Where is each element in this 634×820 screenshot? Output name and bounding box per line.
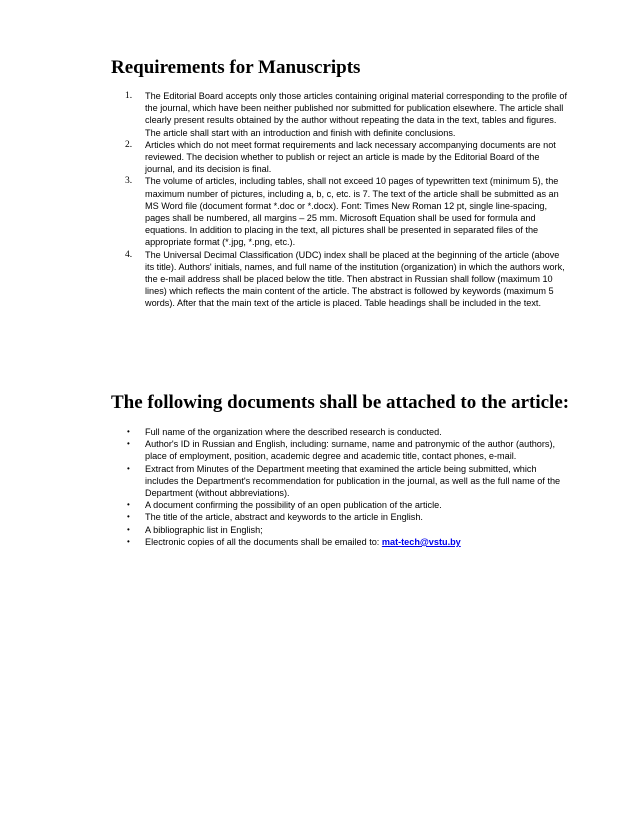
documents-list <box>127 426 570 548</box>
requirement-item <box>125 139 570 176</box>
bullet-icon: • <box>127 524 130 534</box>
document-text: The title of the article, abstract and keywords to the article in English. <box>145 512 423 523</box>
requirement-number: 2. <box>125 139 133 150</box>
requirement-text: The volume of articles, including tables, shall not exceed 10 pages of typewritten text (minimum 5), the maximum number of pictures, including a, b, c, etc. is 7. The text of the article shall be submitted as an MS Word file (document format *.doc or *.docx). Font: Times New Roman 12 pt, single line-spacing, pages shall be numbered, all margins – 25 mm. Microsoft Equation shall be used for formula and equations. In addition to placing in the text, all pictures shall be presented in separated files of the appropriate format (*.jpg, *.png, etc.). <box>145 176 559 248</box>
document-text: Extract from Minutes of the Department meeting that examined the article being submitted, which includes the Department's recommendation for publication in the journal, as well as the full name of the Department (without abbreviations). <box>145 463 561 499</box>
requirement-item <box>125 175 570 248</box>
bullet-icon: • <box>127 512 130 522</box>
document-item <box>127 438 570 462</box>
document-text: Full name of the organization where the described research is conducted. <box>145 427 442 437</box>
requirement-item <box>125 249 570 310</box>
document-text: Author's ID in Russian and English, including: surname, name and patronymic of the author (authors), place of employment, position, academic degree and academic title, contact phones, e-mail. <box>145 439 556 462</box>
bullet-icon: • <box>127 463 130 473</box>
requirements-list <box>125 90 570 310</box>
document-item <box>127 511 570 523</box>
document-item <box>127 524 570 536</box>
requirement-number: 1. <box>125 91 133 101</box>
bullet-icon: • <box>127 500 130 510</box>
document-item-email <box>127 536 570 548</box>
heading-requirements: Requirements for Manuscripts <box>111 57 361 78</box>
requirement-text: Articles which do not meet format requirements and lack necessary accompanying documents are not reviewed. The decision whether to publish or reject an article is made by the Editorial Board of the journal, and its decision is final. <box>145 139 556 175</box>
requirement-number: 4. <box>125 249 133 260</box>
document-item <box>127 426 570 438</box>
requirement-text: The Editorial Board accepts only those articles containing original material corresponding to the profile of the journal, which have been neither published nor submitted for publication elsewhere. The article shall clearly present results obtained by the author without repeating the data in the text, tables and figures. The article shall start with an introduction and finish with definite conclusions. <box>145 91 568 138</box>
document-text: A document confirming the possibility of an open publication of the article. <box>145 500 442 511</box>
email-link[interactable]: mat-tech@vstu.by <box>381 536 461 547</box>
requirement-number: 3. <box>125 176 133 187</box>
document-item <box>127 463 570 500</box>
bullet-icon: • <box>127 536 130 546</box>
bullet-icon: • <box>127 439 130 449</box>
document-text: A bibliographic list in English; <box>145 524 263 535</box>
requirement-item <box>125 90 570 139</box>
requirement-text: The Universal Decimal Classification (UDC) index shall be placed at the beginning of the article (above its title). Authors' initials, names, and full name of the institution (organization) in which the authors work, the e-mail address shall be placed below the title. Then abstract in Russian shall follow (maximum 10 lines) which reflects the main content of the article. The abstract is followed by keywords (maximum 5 words). After that the main text of the article is placed. Table headings shall be included in the text. <box>145 249 565 309</box>
email-instruction-text: Electronic copies of all the documents shall be emailed to: <box>145 536 382 547</box>
bullet-icon: • <box>127 427 130 436</box>
heading-documents: The following documents shall be attached to the article: <box>111 392 570 413</box>
document-item <box>127 499 570 511</box>
